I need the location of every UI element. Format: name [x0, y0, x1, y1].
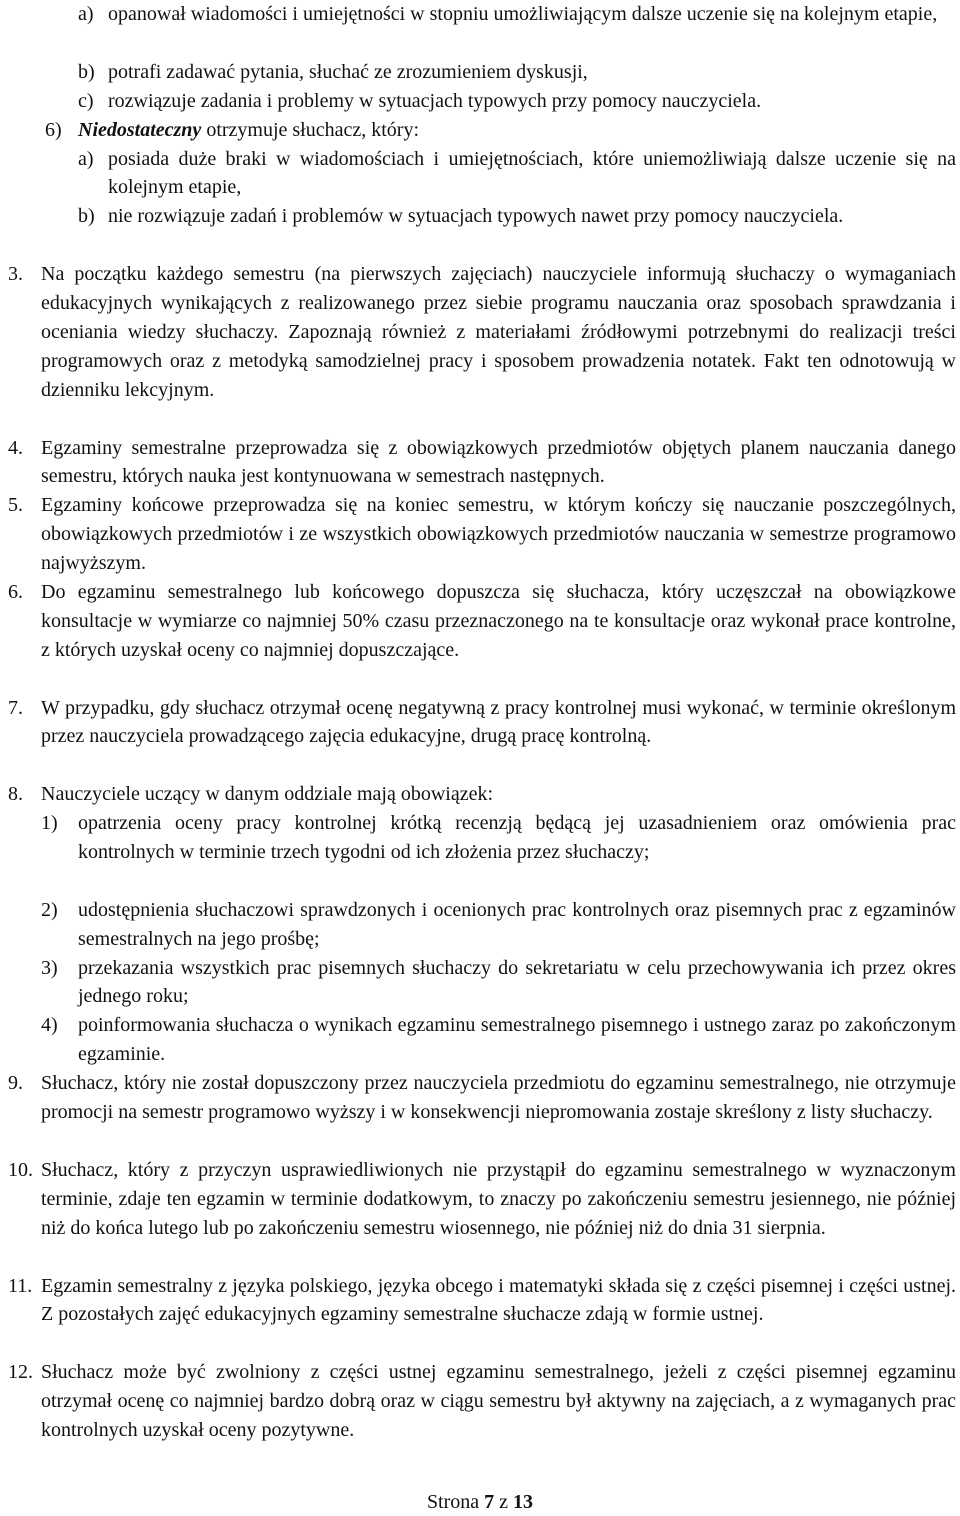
page-footer — [0, 1488, 960, 1516]
point-number: 4. — [8, 436, 23, 459]
point-text: Słuchacz może być zwolniony z części ustnej egzaminu semestralnego, jeżeli z części pisemnej egzaminu otrzymał ocenę co najmniej bardzo dobrą oraz w ciągu semestru był aktywny na zajęciach, a z wymaganych prac kontrolnych uzyskał oceny pozytywne. — [41, 1361, 956, 1441]
item-marker: a) — [78, 147, 94, 170]
grade-text — [78, 116, 956, 145]
point-number: 5. — [8, 494, 23, 517]
item-marker: 2) — [41, 898, 58, 921]
item-text: opatrzenia oceny pracy kontrolnej krótką recenzją będącą jej uzasadnieniem oraz omówienia prac kontrolnych w terminie trzech tygodni od ich złożenia przez słuchaczy; — [78, 812, 956, 863]
point-number: 12. — [8, 1361, 33, 1383]
point-number: 8. — [8, 783, 23, 806]
item-marker: b) — [78, 60, 95, 83]
item-text: potrafi zadawać pytania, słuchać ze zrozumieniem dyskusji, — [108, 60, 588, 83]
footer-separator: z — [499, 1491, 509, 1513]
point-text: Na początku każdego semestru (na pierwszych zajęciach) nauczyciele informują słuchaczy o wymaganiach edukacyjnych wynikających z realizowanego przez siebie programu nauczania oraz sposobach sprawdzania i oceniania wiedzy słuchaczy. Zapoznają również z materiałami źródłowymi potrzebnymi do realizacji treści programowych oraz z metodyką samodzielnej pracy i sposobem prowadzenia notatek. Fakt ten odnotowują w dzienniku lekcyjnym. — [41, 263, 956, 401]
point-number: 6. — [8, 581, 23, 603]
item-text: przekazania wszystkich prac pisemnych słuchaczy do sekretariatu w celu przechowywania ich przez okres jednego roku; — [78, 956, 956, 1008]
point-text: Egzaminy końcowe przeprowadza się na koniec semestru, w którym kończy się nauczanie poszczególnych, obowiązkowych przedmiotów i ze wszystkich obowiązkowych przedmiotów nauczania w semestrze programowo najwyższym. — [41, 494, 956, 575]
item-text: opanował wiadomości i umiejętności w stopniu umożliwiającym dalsze uczenie się na kolejnym etapie, — [108, 3, 938, 25]
point-text: Nauczyciele uczący w danym oddziale mają obowiązek: — [41, 783, 494, 806]
point-text: Egzaminy semestralne przeprowadza się z obowiązkowych przedmiotów objętych planem nauczania danego semestru, których nauka jest kontynuowana w semestrach następnych. — [41, 436, 956, 488]
item-marker: 1) — [41, 812, 58, 834]
item-marker: 3) — [41, 956, 58, 979]
point-text: Słuchacz, który z przyczyn usprawiedliwionych nie przystąpił do egzaminu semestralnego w wyznaczonym terminie, zdaje ten egzamin w terminie dodatkowym, to znaczy po zakończeniu semestru jesiennego, nie później niż do końca lutego lub po zakończeniu semestru wiosennego, nie później niż do dnia 31 sierpnia. — [41, 1158, 956, 1239]
point-text: W przypadku, gdy słuchacz otrzymał ocenę negatywną z pracy kontrolnej musi wykonać, w terminie określonym przez nauczyciela prowadzącego zajęcia edukacyjne, drugą pracę kontrolną. — [41, 696, 956, 748]
item-text: rozwiązuje zadania i problemy w sytuacjach typowych przy pomocy nauczyciela. — [108, 89, 762, 112]
point-number: 9. — [8, 1072, 23, 1094]
item-text: poinformowania słuchacza o wynikach egzaminu semestralnego pisemnego i ustnego zaraz po zakończonym egzaminie. — [78, 1014, 956, 1066]
point-number: 7. — [8, 696, 23, 719]
item-marker: 4) — [41, 1014, 58, 1037]
point-text: Słuchacz, który nie został dopuszczony przez nauczyciela przedmiotu do egzaminu semestralnego, nie otrzymuje promocji na semestr programowo wyższy i w konsekwencji niepromowania zostaje skreślony z listy słuchaczy. — [41, 1072, 956, 1123]
grade-term: Niedostateczny — [78, 118, 202, 141]
point-number: 10. — [8, 1158, 33, 1181]
item-marker: a) — [78, 3, 94, 25]
total-pages: 13 — [513, 1491, 534, 1513]
item-text: udostępnienia słuchaczowi sprawdzonych i ocenionych prac kontrolnych oraz pisemnych prac z egzaminów semestralnych na jego prośbę; — [78, 898, 956, 950]
point-number: 3. — [8, 263, 23, 285]
item-marker: b) — [78, 205, 95, 228]
grade-marker: 6) — [45, 118, 62, 141]
current-page-number: 7 — [484, 1491, 495, 1513]
footer-prefix: Strona — [426, 1491, 480, 1513]
item-text: nie rozwiązuje zadań i problemów w sytuacjach typowych nawet przy pomocy nauczyciela. — [108, 205, 844, 228]
item-text: posiada duże braki w wiadomościach i umiejętnościach, które uniemożliwiają dalsze uczenie się na kolejnym etapie, — [108, 147, 956, 199]
point-number: 11. — [8, 1274, 33, 1297]
item-marker: c) — [78, 89, 94, 112]
grade-intro: otrzymuje słuchacz, który: — [201, 118, 420, 141]
point-text: Do egzaminu semestralnego lub końcowego dopuszcza się słuchacza, który uczęszczał na obowiązkowe konsultacje w wymiarze co najmniej 50% czasu przeznaczonego na te konsultacje oraz wykonał prace kontrolne, z których uzyskał oceny co najmniej dopuszczające. — [41, 581, 956, 661]
point-text: Egzamin semestralny z języka polskiego, języka obcego i matematyki składa się z części pisemnej i części ustnej. Z pozostałych zajęć edukacyjnych egzaminy semestralne słuchacze zdają w formie ustnej. — [41, 1274, 956, 1326]
